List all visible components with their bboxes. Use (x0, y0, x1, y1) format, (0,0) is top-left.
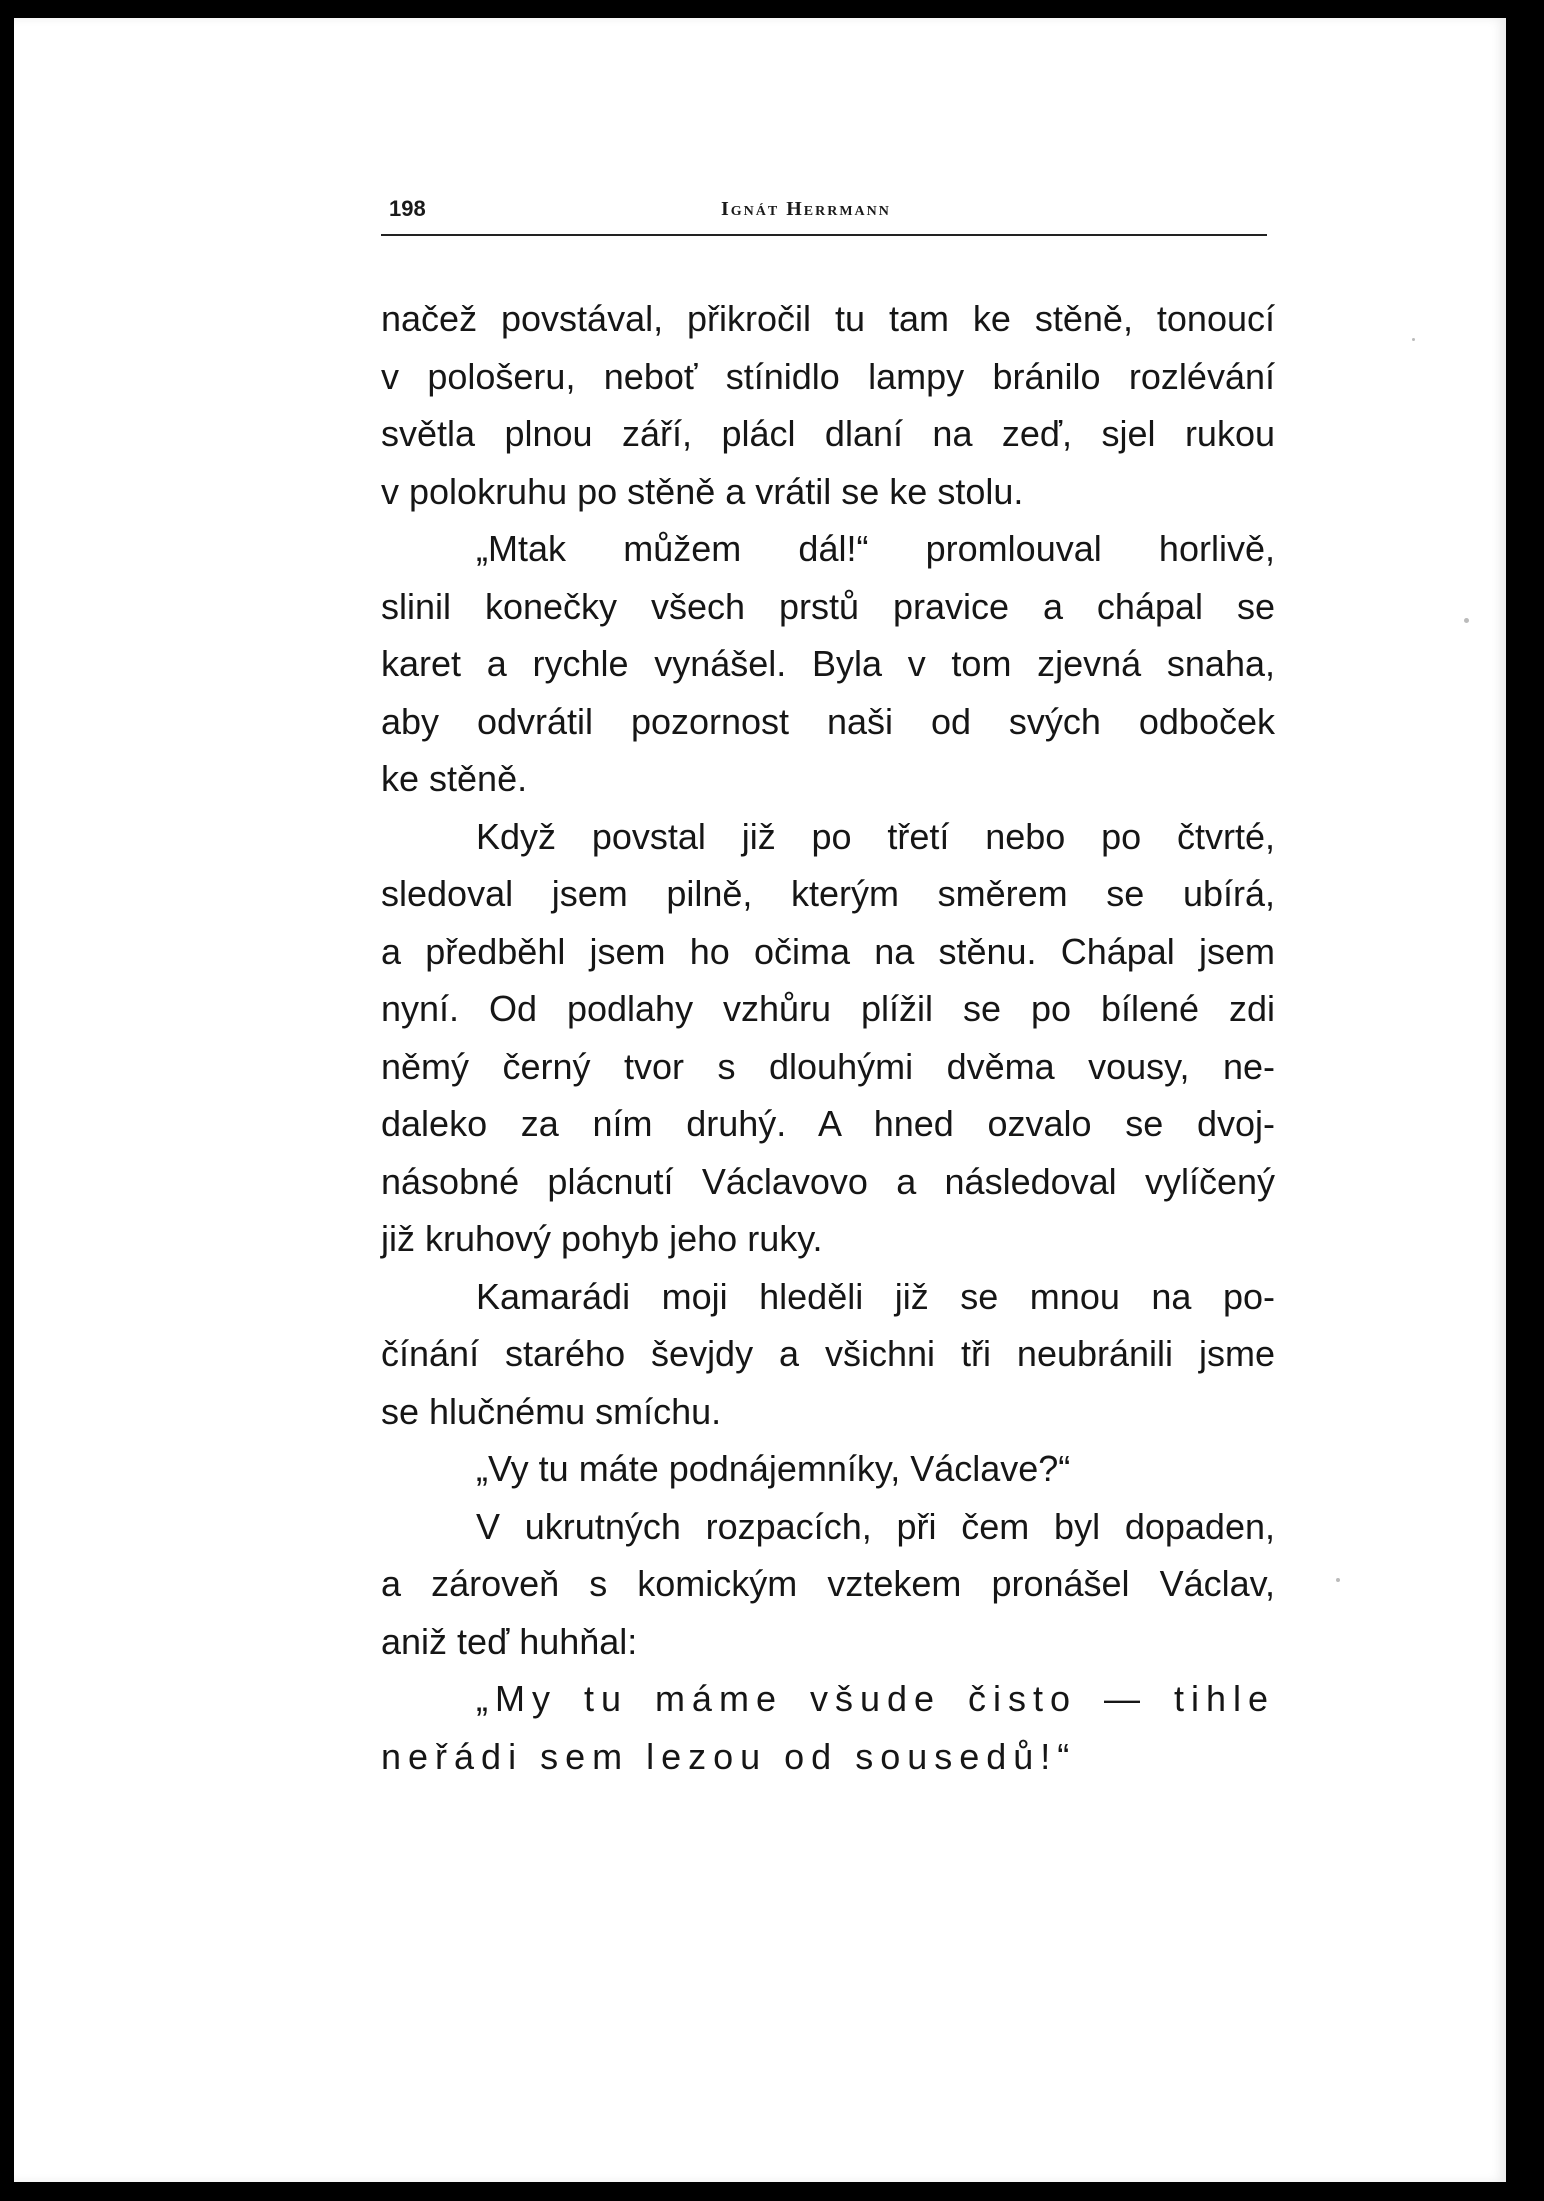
text-line: v pološeru, neboť stínidlo lampy bránilo rozlévání (381, 355, 1275, 397)
text-line: neřádi sem lezou od sousedů!“ (381, 1735, 1077, 1777)
text-line: daleko za ním druhý. A hned ozvalo se dvoj- (381, 1103, 1275, 1144)
text-line: v polokruhu po stěně a vrátil se ke stolu. (381, 470, 1024, 512)
text-line: Kamarádi moji hleděli již se mnou na po- (476, 1275, 1275, 1317)
paper-speck (1412, 338, 1415, 341)
body-text (381, 290, 1275, 1785)
text-line: sledoval jsem pilně, kterým směrem se ubírá, (381, 873, 1275, 914)
page-header (381, 196, 1267, 236)
text-line: světla plnou září, plácl dlaní na zeď, sjel rukou (381, 413, 1275, 454)
text-line: aby odvrátil pozornost naši od svých odboček (381, 700, 1275, 742)
text-line: čínání starého ševjdy a všichni tři neubránili jsme (381, 1333, 1275, 1374)
text-line: „Mtak můžem dál!“ promlouval horlivě, (476, 528, 1275, 569)
text-line: se hlučnému smíchu. (381, 1390, 722, 1432)
text-line: aniž teď huhňal: (381, 1620, 638, 1662)
text-line: již kruhový pohyb jeho ruky. (381, 1218, 823, 1259)
text-line: Když povstal již po třetí nebo po čtvrté, (476, 815, 1275, 857)
text-line: „Vy tu máte podnájemníky, Václave?“ (476, 1448, 1071, 1489)
running-head: Ignát Herrmann (721, 198, 891, 220)
text-line: karet a rychle vynášel. Byla v tom zjevná snaha, (381, 643, 1275, 684)
text-line: němý černý tvor s dlouhými dvěma vousy, ne- (381, 1045, 1275, 1087)
text-line: a zároveň s komickým vztekem pronášel Václav, (381, 1563, 1275, 1604)
text-line: a předběhl jsem ho očima na stěnu. Chápal jsem (381, 930, 1275, 972)
page-number: 198 (389, 196, 426, 221)
text-line: načež povstával, přikročil tu tam ke stěně, tonoucí (381, 298, 1275, 339)
paper-speck (1336, 1578, 1340, 1582)
text-line: nyní. Od podlahy vzhůru plížil se po bílené zdi (381, 988, 1275, 1029)
text-line: „My tu máme všude čisto — tihle (476, 1678, 1275, 1719)
text-line: slinil konečky všech prstů pravice a chápal se (381, 585, 1275, 627)
text-line: násobné plácnutí Václavovo a následoval vylíčený (381, 1160, 1275, 1202)
book-page (14, 18, 1506, 2182)
text-line: V ukrutných rozpacích, při čem byl dopaden, (476, 1505, 1275, 1547)
text-line: ke stěně. (381, 758, 528, 799)
paper-speck (1464, 618, 1469, 623)
